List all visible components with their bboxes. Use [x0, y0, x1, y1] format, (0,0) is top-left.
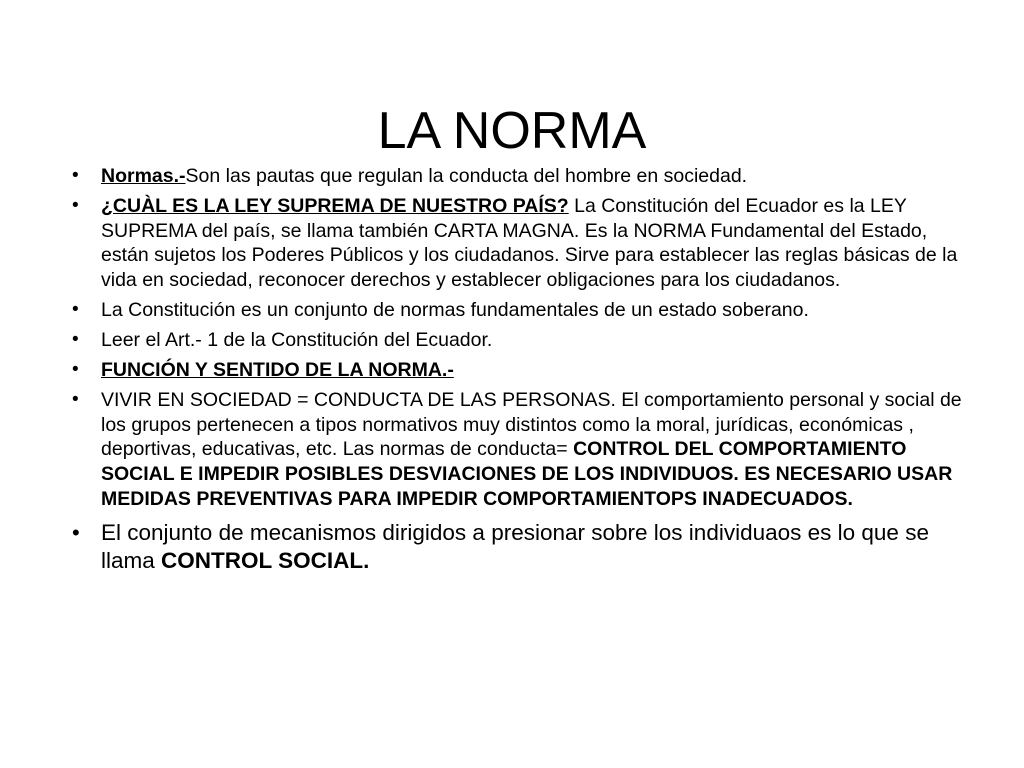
- bullet-item-ley-suprema: [72, 194, 972, 292]
- bullet-dot-icon: •: [72, 165, 79, 186]
- bold-control-social: CONTROL SOCIAL.: [161, 547, 370, 573]
- term-normas: Normas.-: [101, 165, 186, 187]
- bullet-dot-icon: •: [72, 359, 79, 381]
- text-leer-art: Leer el Art.- 1 de la Constitución del Ecuador.: [101, 329, 493, 352]
- text-control-social: El conjunto de mecanismos dirigidos a presionar sobre los individuaos es lo que se llama: [101, 520, 929, 573]
- question-ley-suprema: ¿CUÀL ES LA LEY SUPREMA DE NUESTRO PAÍS?: [101, 195, 569, 218]
- bullet-dot-icon: •: [72, 298, 79, 320]
- bullet-dot-icon: •: [72, 329, 79, 351]
- bullet-dot-icon: •: [72, 195, 79, 217]
- bullet-item-normas: [72, 164, 972, 189]
- bullet-dot-icon: •: [72, 389, 79, 411]
- bullet-item-vivir-sociedad: [72, 388, 972, 511]
- text-vivir-sociedad: VIVIR EN SOCIEDAD = CONDUCTA DE LAS PERSONAS. El comportamiento personal y social de los grupos pertenecen a tipos normativos muy distintos como la moral, jurídicas, económicas , deportivas, educativas, etc. Las normas de conducta=: [101, 389, 962, 461]
- bullet-item-constitucion: [72, 298, 972, 323]
- heading-funcion: FUNCIÓN Y SENTIDO DE LA NORMA.-: [101, 359, 454, 382]
- bullet-item-funcion: [72, 358, 972, 383]
- bullet-item-leer-art: [72, 328, 972, 353]
- slide-content: [72, 164, 972, 580]
- slide-title: LA NORMA: [377, 101, 647, 160]
- bullet-item-control-social: [72, 519, 972, 574]
- text-constitucion: La Constitución es un conjunto de normas fundamentales de un estado soberano.: [101, 298, 809, 321]
- answer-ley-suprema: La Constitución del Ecuador es la LEY SUPREMA del país, se llama también CARTA MAGNA. Es la NORMA Fundamental del Estado, están sujetos los Poderes Públicos y los ciudadanos. Sirve para establecer las reglas básicas de la vida en sociedad, reconocer derechos y establecer obligaciones para los ciudadanos.: [101, 195, 958, 291]
- definition-normas: Son las pautas que regulan la conducta del hombre en sociedad.: [185, 165, 748, 187]
- bold-control-comportamiento: CONTROL DEL COMPORTAMIENTO SOCIAL E IMPEDIR POSIBLES DESVIACIONES DE LOS INDIVIDUOS. ES NECESARIO USAR MEDIDAS PREVENTIVAS PARA IMPEDIR COMPORTAMIENTOPS INADECUADOS.: [101, 438, 953, 510]
- bullet-list: [72, 164, 972, 574]
- bullet-dot-icon: •: [72, 520, 80, 546]
